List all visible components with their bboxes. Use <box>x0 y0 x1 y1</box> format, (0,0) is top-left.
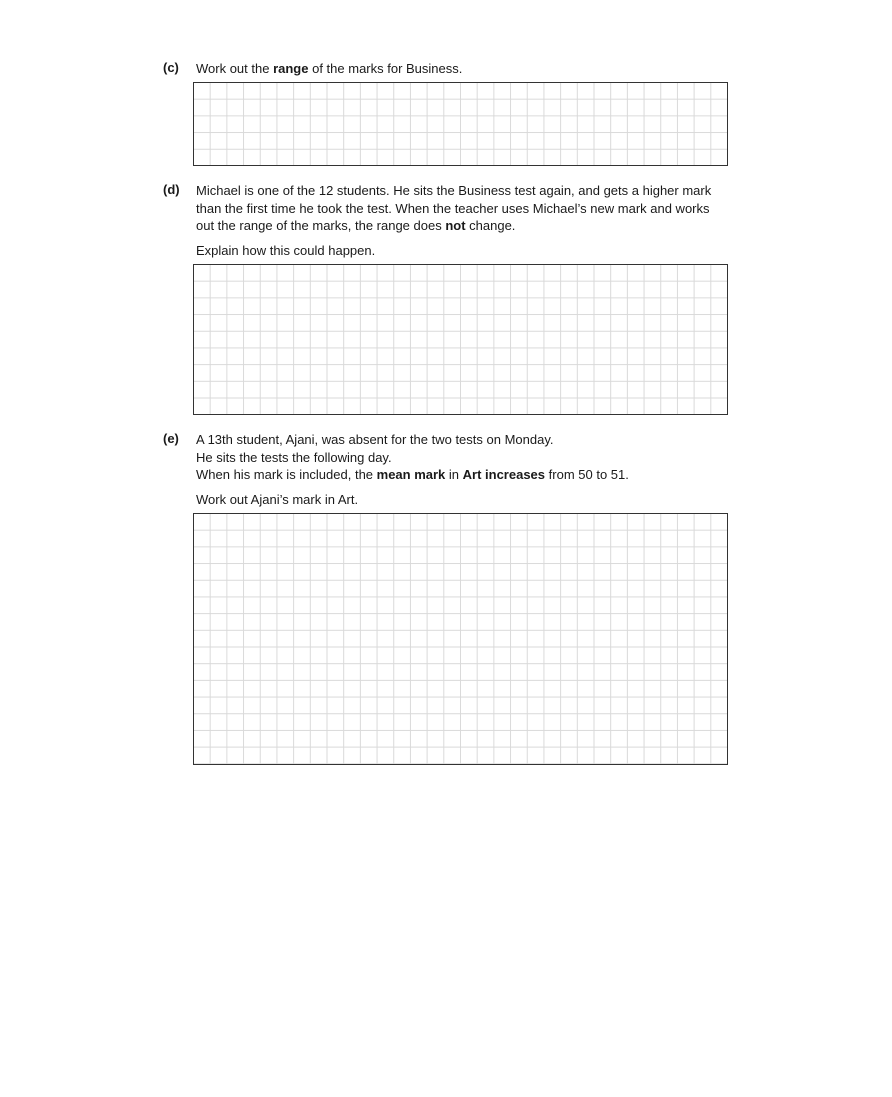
part-c-line-0 <box>196 60 462 77</box>
text-segment: out the range of the marks, the range does <box>196 218 446 233</box>
text-segment: Explain how this could happen. <box>196 243 376 258</box>
text-segment: from 50 to 51. <box>545 467 629 482</box>
part-c-label: (c) <box>163 60 179 75</box>
text-segment: Michael is one of the 12 students. He sits the Business test again, and gets a higher mark <box>196 183 712 198</box>
part-d-line-3 <box>196 242 375 259</box>
text-segment: When his mark is included, the <box>196 467 377 482</box>
bold-text: range <box>273 61 309 76</box>
text-segment: than the first time he took the test. When the teacher uses Michael’s new mark and works <box>196 201 710 216</box>
answer-grid-e[interactable] <box>193 513 728 765</box>
answer-grid-d[interactable] <box>193 264 728 415</box>
part-e-line-2 <box>196 466 629 483</box>
part-d-line-0 <box>196 182 711 199</box>
text-segment: Work out the <box>196 61 274 76</box>
part-e-line-1 <box>196 449 392 466</box>
text-segment: change. <box>465 218 516 233</box>
answer-grid-c[interactable] <box>193 82 728 166</box>
part-d-label: (d) <box>163 182 180 197</box>
bold-text: mean mark <box>376 467 446 482</box>
part-e-line-3 <box>196 491 358 508</box>
part-e-line-0 <box>196 431 553 448</box>
text-segment: A 13th student, Ajani, was absent for the two tests on Monday. <box>196 432 554 447</box>
bold-text: Art increases <box>462 467 546 482</box>
bold-text: not <box>445 218 466 233</box>
part-d-line-2 <box>196 217 515 234</box>
text-segment: of the marks for Business. <box>308 61 463 76</box>
text-segment: Work out Ajani’s mark in Art. <box>196 492 359 507</box>
text-segment: He sits the tests the following day. <box>196 450 392 465</box>
part-d-line-1 <box>196 200 710 217</box>
part-e-label: (e) <box>163 431 179 446</box>
text-segment: in <box>445 467 463 482</box>
